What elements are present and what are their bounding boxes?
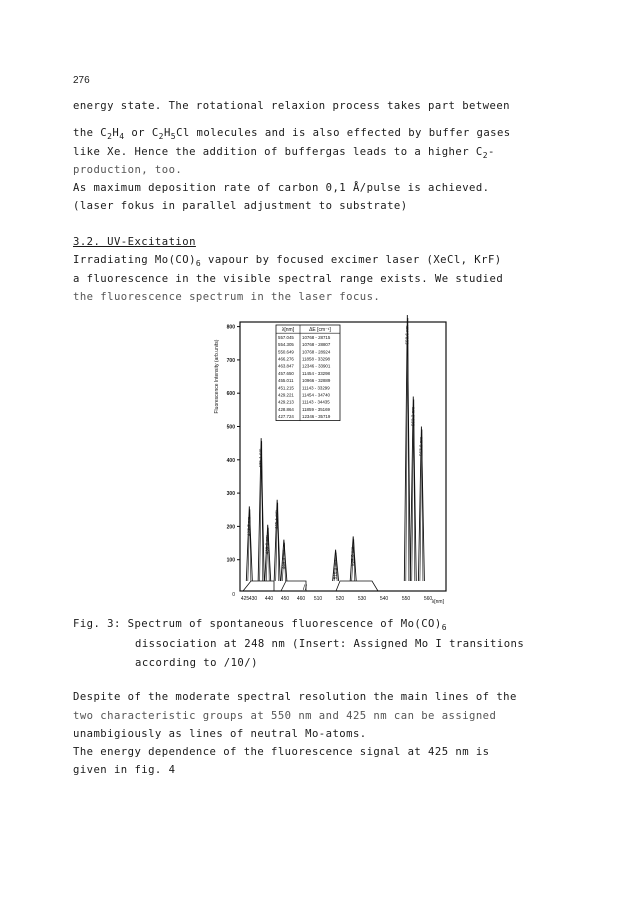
table-cell: 429.213 [278, 399, 294, 405]
peak-label: 557.0 nm [418, 436, 424, 457]
y-tick-label: 600 [226, 391, 235, 398]
fluorescence-spectrum-chart [188, 322, 451, 606]
peak-label: 449.3 nm [280, 550, 286, 570]
table-cell: 457.650 [278, 370, 294, 376]
y-tick-label: 800 [226, 324, 235, 331]
text-line: the $C_2H_4$ or $C_2H_5Cl$ molecules and is also effected by buffer gases [73, 127, 511, 141]
y-tick-label: 100 [226, 557, 235, 564]
y-tick-label: 300 [226, 491, 235, 498]
x-tick-label: 510 [313, 596, 323, 602]
x-tick-label: 530 [357, 596, 367, 602]
y-tick-label: 200 [226, 524, 235, 531]
text-line: As maximum deposition rate of carbon 0,1 Å/pulse is achieved. [73, 182, 490, 194]
section-heading: 3.2. UV-Excitation [73, 236, 196, 248]
x-tick-label: 550 [401, 596, 411, 602]
table-cell: 11143 - 33299 [302, 385, 330, 391]
text-line: given in fig. 4 [73, 764, 176, 776]
table-header: λ[nm] [281, 327, 295, 334]
x-tick-label: 425 [240, 596, 250, 602]
table-cell: 10768 - 28924 [302, 349, 331, 355]
table-cell: 427.724 [278, 414, 294, 420]
text-line: Despite of the moderate spectral resolution the main lines of the [73, 691, 517, 703]
page-number: 276 [73, 75, 90, 86]
y-tick-label: 700 [226, 357, 235, 364]
peak-line [404, 315, 410, 581]
table-cell: 11454 - 33298 [302, 370, 330, 376]
peak-label: 550.6 nm [404, 325, 410, 345]
table-header: ΔE [cm⁻¹] [309, 327, 331, 334]
text-line: two characteristic groups at 550 nm and 425 nm can be assigned [73, 710, 497, 722]
peak-label: 518.0 nm [332, 560, 338, 580]
peak-line [406, 318, 409, 581]
table-cell: 466.276 [278, 356, 294, 362]
table-cell: 12346 - 33901 [302, 363, 331, 369]
text-line: production, too. [73, 164, 183, 176]
x-axis-label: λ[nm] [431, 599, 444, 605]
x-tick-label: 520 [335, 596, 345, 602]
text-line: (laser fokus in parallel adjustment to substrate) [73, 200, 408, 212]
table-cell: 554.305 [278, 342, 294, 348]
table-cell: 428.864 [278, 406, 294, 412]
caption-line: according to /10/) [135, 657, 258, 669]
caption-line: dissociation at 248 nm (Insert: Assigned Mo I transitions [135, 638, 525, 650]
table-cell: 550.649 [278, 349, 294, 355]
transition-table-insert [276, 325, 340, 421]
peak-label: 427.7 nm [246, 516, 252, 536]
table-cell: 12346 - 35719 [302, 414, 331, 420]
peak-label: 435.1 nm [258, 448, 264, 468]
text-line: a fluorescence in the visible spectral range exists. We studied [73, 273, 504, 285]
caption-line: Fig. 3: Spectrum of spontaneous fluorescence of $Mo(CO)_6$ [73, 618, 447, 632]
table-cell: 429.221 [278, 392, 294, 398]
table-cell: 11858 - 33298 [302, 356, 330, 362]
plot-frame [240, 322, 446, 591]
x-tick-label: 440 [264, 596, 274, 602]
text-line: The energy dependence of the fluorescence signal at 425 nm is [73, 746, 490, 758]
text-line: like Xe. Hence the addition of buffergas leads to a higher $C_2-$ [73, 146, 495, 160]
table-cell: 11454 - 34740 [302, 392, 330, 398]
axis-break-mark: // [303, 585, 307, 592]
text-line: unambigiously as lines of neutral Mo-atoms. [73, 728, 367, 740]
table-cell: 557.045 [278, 334, 294, 340]
peak-label: 445.1 nm [274, 510, 280, 530]
chart-axes [240, 322, 446, 591]
y-axis-label: Fluorescence Intensity (arb.units) [214, 339, 220, 414]
x-tick-label: 430 [248, 596, 258, 602]
x-tick-label: 450 [280, 596, 290, 602]
table-cell: 10768 - 28807 [302, 342, 331, 348]
y-tick-label: 400 [226, 457, 235, 464]
text-line: energy state. The rotational relaxion process takes part between [73, 100, 510, 112]
table-cell: 455.011 [278, 378, 294, 384]
table-cell: 10768 - 28715 [302, 334, 331, 340]
table-cell: 11859 - 35169 [302, 406, 330, 412]
x-tick-label: 460 [296, 596, 306, 602]
y-tick-label: 0 [232, 592, 235, 598]
table-cell: 463.847 [278, 363, 294, 369]
baseline-segment [336, 581, 378, 591]
x-tick-label: 560 [423, 596, 433, 602]
text-line: Irradiating $Mo(CO)_6$ vapour by focused excimer laser (XeCl, KrF) [73, 254, 502, 268]
peak-label: 526.0 nm [350, 546, 356, 566]
baseline-segment [243, 581, 274, 591]
text-line: the fluorescence spectrum in the laser focus. [73, 291, 381, 303]
peak-label: 439.2 nm [264, 535, 270, 555]
y-tick-label: 500 [226, 424, 235, 431]
table-cell: 11143 - 34435 [302, 399, 330, 405]
x-tick-label: 540 [379, 596, 389, 602]
table-cell: 10966 - 32889 [302, 378, 331, 384]
table-cell: 451.215 [278, 385, 294, 391]
peak-label: 553.3 nm [410, 406, 416, 427]
